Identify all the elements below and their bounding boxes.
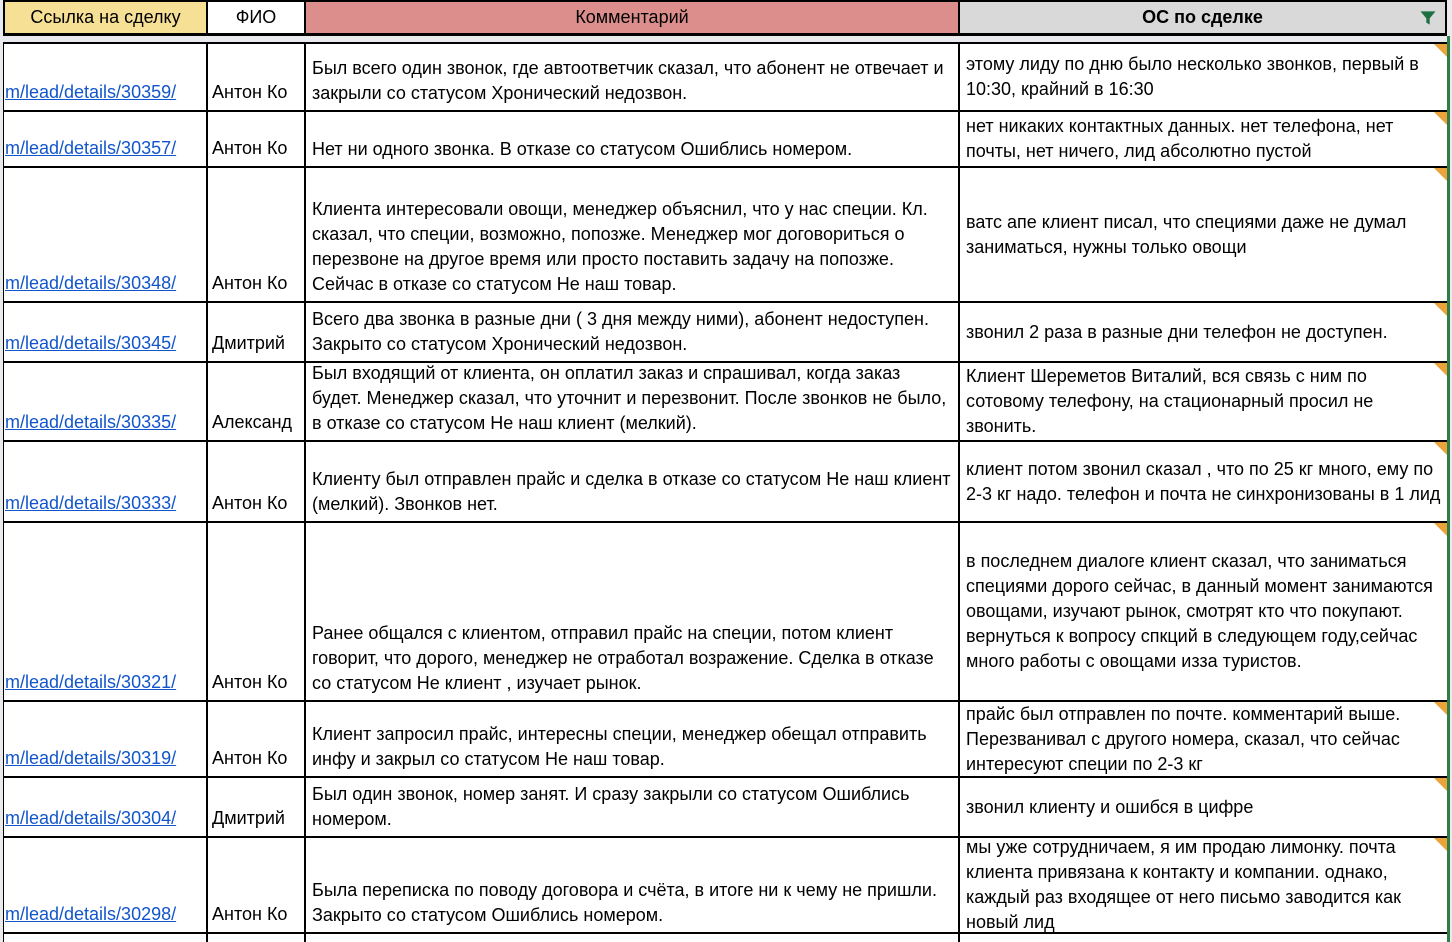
table-row [3, 838, 1447, 934]
table-row [3, 702, 1447, 778]
os-cell[interactable] [960, 702, 1447, 776]
note-marker-icon [1434, 702, 1447, 715]
os-cell[interactable] [960, 442, 1447, 521]
comment-cell[interactable] [306, 363, 960, 440]
os-text: прайс был отправлен по почте. комментарий выше. Перезванивал с другого номера, сказал, что сейчас интересуют специи по 2-3 кг [966, 703, 1401, 774]
comment-cell[interactable] [306, 778, 960, 836]
comment-text: Клиент запросил прайс, интересны специи, менеджер обещал отправить инфу и закрыл со статусом Не наш товар. [312, 724, 927, 769]
comment-text: Ранее общался с клиентом, отправил прайс на специи, потом клиент говорит, что дорого, менеджер не отработал возражение. Сделка в отказе со статусом Не клиент , изучает рынок. [312, 623, 934, 693]
comment-cell[interactable] [306, 838, 960, 932]
os-text: клиент потом звонил сказал , что по 25 кг много, ему по 2-3 кг надо. телефон и почта не синхронизованы в 1 лид [966, 458, 1441, 504]
deal-link-cell[interactable] [3, 112, 208, 166]
table-row [3, 442, 1447, 523]
table-row [3, 168, 1447, 303]
note-marker-icon [1434, 168, 1447, 181]
manager-name-cell[interactable] [208, 363, 306, 440]
deals-table [3, 0, 1447, 942]
manager-name-cell[interactable] [208, 44, 306, 110]
note-marker-icon [1434, 44, 1447, 57]
os-cell[interactable] [960, 168, 1447, 301]
deal-link-cell[interactable] [3, 168, 208, 301]
column-header-os[interactable] [960, 0, 1447, 33]
deal-link-cell[interactable] [3, 363, 208, 440]
manager-name: Антон Ко [212, 904, 288, 924]
manager-name: Дмитрий [212, 333, 285, 353]
deal-link-cell[interactable] [3, 303, 208, 361]
deal-link[interactable]: m/lead/details/30319/ [5, 748, 177, 768]
os-cell[interactable] [960, 363, 1447, 440]
table-row [3, 778, 1447, 838]
comment-cell[interactable] [306, 44, 960, 110]
comment-cell[interactable] [306, 112, 960, 166]
table-body [3, 42, 1447, 942]
deal-link[interactable]: m/lead/details/30321/ [5, 672, 177, 692]
note-marker-icon [1434, 442, 1447, 455]
header-row [3, 0, 1447, 36]
column-header-fio[interactable]: ФИО [208, 0, 306, 33]
comment-cell[interactable] [306, 523, 960, 700]
manager-name: Дмитрий [212, 808, 285, 828]
os-cell[interactable] [960, 838, 1447, 932]
filter-range-border [1447, 36, 1450, 942]
os-cell[interactable] [960, 112, 1447, 166]
note-marker-icon [1434, 523, 1447, 536]
deal-link[interactable]: m/lead/details/30304/ [5, 808, 177, 828]
comment-text: Клиента интересовали овощи, менеджер объяснил, что у нас специи. Кл. сказал, что специи, возможно, попозже. Менеджер мог договориться о перезвоне на другое время или просто поставить задачу на попозже. Сейчас в отказе со статусом Не наш товар. [312, 199, 928, 294]
os-cell[interactable] [960, 778, 1447, 836]
deal-link-cell[interactable] [3, 442, 208, 521]
os-cell[interactable] [960, 44, 1447, 110]
comment-cell[interactable] [306, 442, 960, 521]
os-text: нет никаких контактных данных. нет телефона, нет почты, нет ничего, лид абсолютно пустой [966, 116, 1394, 161]
comment-text: Клиенту был отправлен прайс и сделка в отказе со статусом Не наш клиент (мелкий). Звонков нет. [312, 469, 951, 514]
manager-name-cell[interactable] [208, 303, 306, 361]
manager-name: Антон Ко [212, 493, 288, 513]
comment-text: Был один звонок, номер занят. И сразу закрыли со статусом Ошиблись номером. [312, 784, 910, 829]
deal-link[interactable]: m/lead/details/30298/ [5, 904, 177, 924]
comment-text: Была переписка по поводу договора и счёта, в итоге ни к чему не пришли. Закрыто со статусом Ошиблись номером. [312, 880, 937, 925]
os-cell[interactable] [960, 303, 1447, 361]
os-text: этому лиду по дню было несколько звонков, первый в 10:30, крайний в 16:30 [966, 54, 1419, 99]
manager-name-cell[interactable] [208, 442, 306, 521]
manager-name: Антон Ко [212, 672, 288, 692]
deal-link[interactable]: m/lead/details/30345/ [5, 333, 177, 353]
os-cell[interactable] [960, 934, 1447, 942]
deal-link-cell[interactable] [3, 838, 208, 932]
comment-cell[interactable] [306, 702, 960, 776]
manager-name-cell[interactable] [208, 523, 306, 700]
deal-link[interactable]: m/lead/details/30348/ [5, 273, 177, 293]
note-marker-icon [1434, 112, 1447, 125]
manager-name-cell[interactable] [208, 168, 306, 301]
manager-name-cell[interactable] [208, 838, 306, 932]
table-row [3, 44, 1447, 112]
manager-name: Александ [212, 412, 293, 432]
os-cell[interactable] [960, 523, 1447, 700]
table-row [3, 112, 1447, 168]
deal-link[interactable]: m/lead/details/30333/ [5, 493, 177, 513]
deal-link-cell[interactable] [3, 778, 208, 836]
deal-link-cell[interactable] [3, 523, 208, 700]
note-marker-icon [1434, 838, 1447, 851]
manager-name: Антон Ко [212, 273, 288, 293]
table-row [3, 523, 1447, 702]
os-text: мы уже сотрудничаем, я им продаю лимонку. почта клиента привязана к контакту и компании. однако, каждый раз входящее от него письмо заводится как новый лид [966, 838, 1402, 932]
filter-icon[interactable] [1418, 8, 1438, 28]
os-text: ватс апе клиент писал, что специями даже не думал заниматься, нужны только овощи [966, 211, 1407, 257]
note-marker-icon [1434, 363, 1447, 376]
manager-name-cell[interactable] [208, 778, 306, 836]
table-row [3, 363, 1447, 442]
comment-text: Всего два звонка в разные дни ( 3 дня между ними), абонент недоступен. Закрыто со статусом Хронический недозвон. [312, 309, 929, 354]
manager-name: Антон Ко [212, 82, 288, 102]
os-text: в последнем диалоге клиент сказал, что заниматься специями дорого сейчас, в данный момент занимаются овощами, изучают рынок, смотрят кто что покупают. вернуться к вопросу спкций в следующем году,сейчас много работы с овощами изза туристов. [966, 551, 1433, 671]
table-row [3, 303, 1447, 363]
deal-link[interactable]: m/lead/details/30357/ [5, 138, 177, 158]
deal-link-cell[interactable] [3, 934, 208, 942]
manager-name-cell[interactable] [208, 934, 306, 942]
deal-link-cell[interactable] [3, 702, 208, 776]
os-text: звонил клиенту и ошибся в цифре [966, 796, 1254, 817]
column-header-deal-link[interactable]: Ссылка на сделку [3, 0, 208, 33]
os-text: Клиент Шереметов Виталий, вся связь с ним по сотовому телефону, на стационарный просил не звонить. [966, 366, 1374, 436]
manager-name-cell[interactable] [208, 702, 306, 776]
note-marker-icon [1434, 778, 1447, 791]
comment-cell[interactable] [306, 934, 960, 942]
column-header-comment[interactable]: Комментарий [306, 0, 960, 33]
note-marker-icon [1434, 303, 1447, 316]
comment-cell[interactable] [306, 168, 960, 301]
comment-text: Нет ни одного звонка. В отказе со статусом Ошиблись номером. [312, 139, 853, 159]
comment-text: Был всего один звонок, где автоответчик сказал, что абонент не отвечает и закрыли со статусом Хронический недозвон. [312, 58, 944, 103]
manager-name-cell[interactable] [208, 112, 306, 166]
manager-name: Антон Ко [212, 138, 288, 158]
column-header-os-label: ОС по сделке [1142, 7, 1263, 27]
table-row-partial [3, 934, 1447, 942]
deal-link[interactable]: m/lead/details/30359/ [5, 82, 177, 102]
comment-cell[interactable] [306, 303, 960, 361]
comment-text: Был входящий от клиента, он оплатил заказ и спрашивал, когда заказ будет. Менеджер сказал, что уточнит и перезвонит. После звонков не было, в отказе со статусом Не наш клиент (мелкий). [312, 363, 947, 433]
deal-link-cell[interactable] [3, 44, 208, 110]
deal-link[interactable]: m/lead/details/30335/ [5, 412, 177, 432]
manager-name: Антон Ко [212, 748, 288, 768]
os-text: звонил 2 раза в разные дни телефон не доступен. [966, 321, 1388, 342]
